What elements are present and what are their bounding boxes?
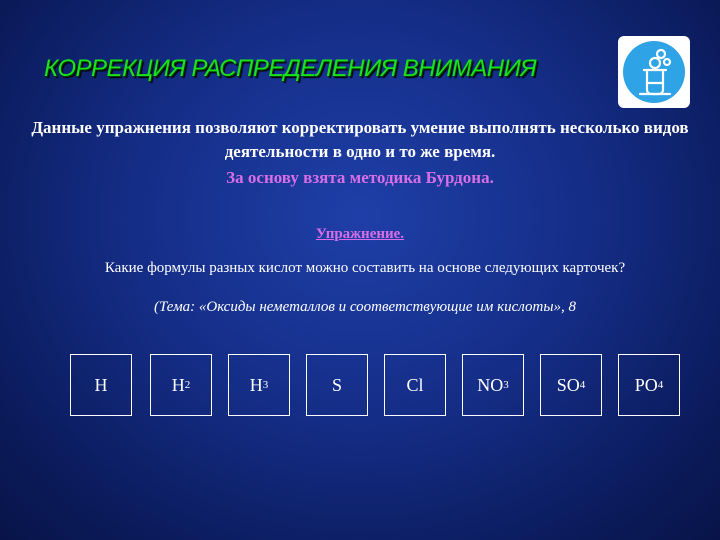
card-subscript: 2 (184, 379, 191, 391)
formula-card (150, 354, 212, 416)
card-symbol: Cl (406, 374, 424, 395)
card-symbol: H (249, 374, 263, 395)
method-text: За основу взята методика Бурдона. (226, 168, 494, 187)
card-symbol: S (331, 374, 342, 395)
exercise-label: Упражнение. (315, 226, 405, 242)
formula-card (228, 354, 290, 416)
formula-card (306, 354, 368, 416)
card-symbol: SO (556, 374, 580, 395)
card-subscript: 3 (503, 379, 509, 391)
card-symbol: PO (634, 374, 658, 395)
card-symbol: H (171, 374, 185, 395)
theme-text: (Тема: «Оксиды неметаллов и соответствующие им кислоты», 8 (154, 299, 576, 315)
card-symbol: H (94, 374, 108, 395)
formula-card (384, 354, 446, 416)
formula-card (70, 354, 132, 416)
intro-text: Данные упражнения позволяют корректировать умение выполнять несколько видов деятельности в одно и то же время. (31, 118, 689, 161)
formula-card (540, 354, 602, 416)
formula-card (618, 354, 680, 416)
formula-card (462, 354, 524, 416)
card-subscript: 4 (657, 379, 664, 391)
chemistry-flask-icon (618, 36, 690, 108)
slide-title: КОРРЕКЦИЯ РАСПРЕДЕЛЕНИЯ ВНИМАНИЯ (44, 55, 537, 82)
question-text: Какие формулы разных кислот можно составить на основе следующих карточек? (104, 260, 626, 276)
card-symbol: NO (477, 374, 504, 395)
card-subscript: 3 (262, 379, 269, 391)
card-subscript: 4 (579, 379, 586, 391)
